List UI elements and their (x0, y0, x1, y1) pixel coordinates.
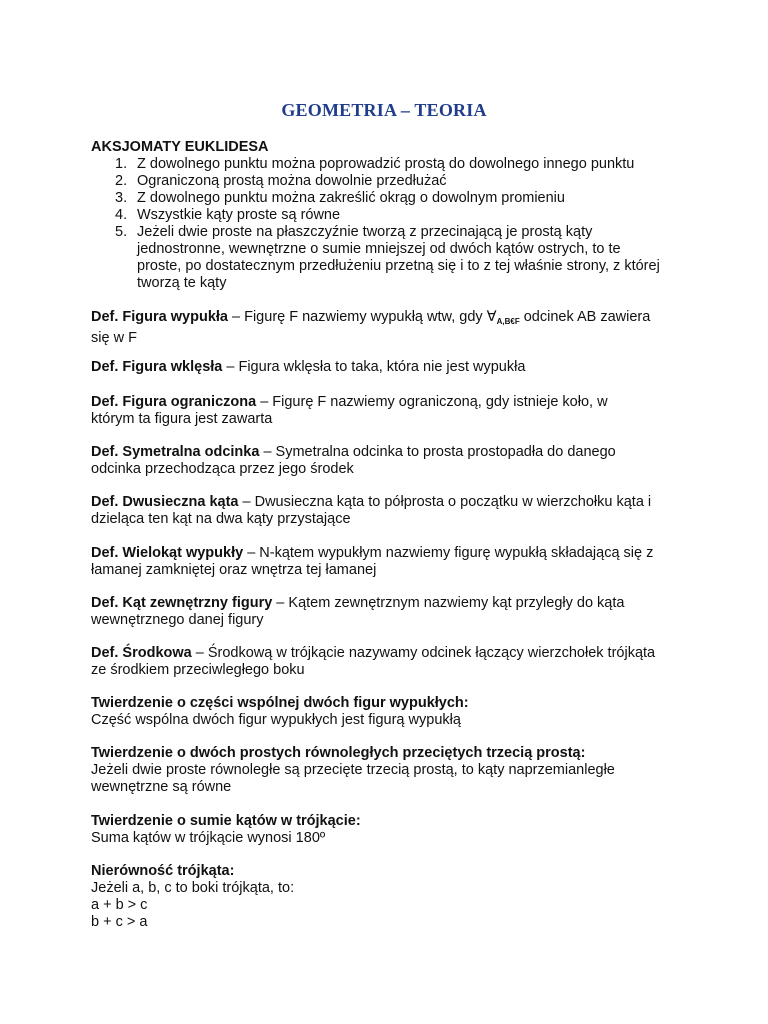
list-item (91, 190, 691, 207)
definition-bounded (91, 394, 651, 428)
theorem-parallel-lines (91, 745, 671, 796)
list-text: Wszystkie kąty proste są równe (137, 207, 341, 223)
list-number: 2. (115, 173, 128, 189)
definition-term: Def. Wielokąt wypukły (91, 545, 244, 561)
definition-text: – N-kątem wypukłym nazwiemy figurę wypukłą składającą się z łamanej zamkniętej oraz wnętrza tej łamanej (91, 545, 654, 578)
definition-term: Def. Figura ograniczona (91, 394, 257, 410)
definition-text-continued: odcinek AB zawiera się w F (91, 309, 651, 346)
theorem-text: Jeżeli dwie proste równoległe są przecięte trzecią prostą, to kąty naprzemianległe wewnętrzne są równe (91, 762, 615, 795)
definition-term: Def. Dwusieczna kąta (91, 494, 239, 510)
definition-convex-polygon (91, 545, 671, 579)
definition-text: – Symetralna odcinka to prosta prostopadła do danego odcinka przechodząca przez jego środek (91, 444, 616, 477)
definition-text: – Dwusieczna kąta to półprosta o początku w wierzchołku kąta i dzieląca ten kąt na dwa kąty przystające (91, 494, 652, 527)
definition-angle-bisector (91, 494, 671, 528)
list-text: Z dowolnego punktu można poprowadzić prostą do dowolnego innego punktu (137, 156, 635, 172)
theorem-text: Część wspólna dwóch figur wypukłych jest figurą wypukłą (91, 712, 461, 728)
theorem-heading: Twierdzenie o części wspólnej dwóch figur wypukłych: (91, 695, 469, 711)
definition-bisector-segment (91, 444, 661, 478)
definition-concave (91, 359, 691, 376)
axioms-heading: AKSJOMATY EUKLIDESA (91, 139, 269, 155)
axioms-section (91, 139, 691, 292)
list-number: 4. (115, 207, 128, 223)
theorem-triangle-inequality (91, 863, 691, 931)
definition-exterior-angle (91, 595, 671, 629)
theorem-heading: Nierówność trójkąta: (91, 863, 235, 879)
definition-text: – Figurę F nazwiemy ograniczoną, gdy istnieje koło, w którym ta figura jest zawarta (91, 394, 608, 427)
definition-text: – Kątem zewnętrznym nazwiemy kąt przyległy do kąta wewnętrznego danej figury (91, 595, 625, 628)
list-number: 1. (115, 156, 128, 172)
list-text: Jeżeli dwie proste na płaszczyźnie tworzą z przecinającą je prostą kąty jednostronne, wewnętrzne o sumie mniejszej od dwóch kątów ostrych, to te proste, po dostatecznym przedłużeniu przetną się i to z tej właśnie strony, z której tworzą te kąty (137, 224, 660, 291)
theorem-text: Suma kątów w trójkącie wynosi 180º (91, 830, 326, 846)
quantifier-subscript: A,B€F (496, 317, 520, 326)
list-item (91, 207, 691, 224)
theorem-heading: Twierdzenie o dwóch prostych równoległych przeciętych trzecią prostą: (91, 745, 586, 761)
definition-term: Def. Symetralna odcinka (91, 444, 260, 460)
definition-text: – Figura wklęsła to taka, która nie jest wypukła (222, 359, 526, 375)
list-text: Ograniczoną prostą można dowolnie przedłużać (137, 173, 447, 189)
list-number: 5. (115, 224, 128, 240)
list-item (91, 173, 691, 190)
axioms-list (91, 156, 691, 292)
theorem-angle-sum (91, 813, 691, 847)
list-text: Z dowolnego punktu można zakreślić okrąg o dowolnym promieniu (137, 190, 565, 206)
list-item (91, 156, 691, 173)
definition-text: – Figurę F nazwiemy wypukłą wtw, gdy ∀ (227, 309, 497, 325)
theorem-convex-intersection (91, 695, 691, 729)
theorem-text: Jeżeli a, b, c to boki trójkąta, to: (91, 880, 295, 896)
definition-term: Def. Środkowa (91, 645, 192, 661)
definition-term: Def. Figura wypukła (91, 309, 228, 325)
definition-text: – Środkową w trójkącie nazywamy odcinek łączący wierzchołek trójkąta ze środkiem przeciwległego boku (91, 645, 656, 678)
list-item (91, 224, 667, 292)
definition-term: Def. Kąt zewnętrzny figury (91, 595, 273, 611)
inequality-line: b + c > a (91, 914, 148, 930)
definition-median (91, 645, 661, 679)
inequality-line: a + b > c (91, 897, 148, 913)
document-title: GEOMETRIA – TEORIA (281, 100, 487, 120)
definition-term: Def. Figura wklęsła (91, 359, 223, 375)
theorem-heading: Twierdzenie o sumie kątów w trójkącie: (91, 813, 361, 829)
list-number: 3. (115, 190, 128, 206)
definition-convex (91, 309, 651, 347)
